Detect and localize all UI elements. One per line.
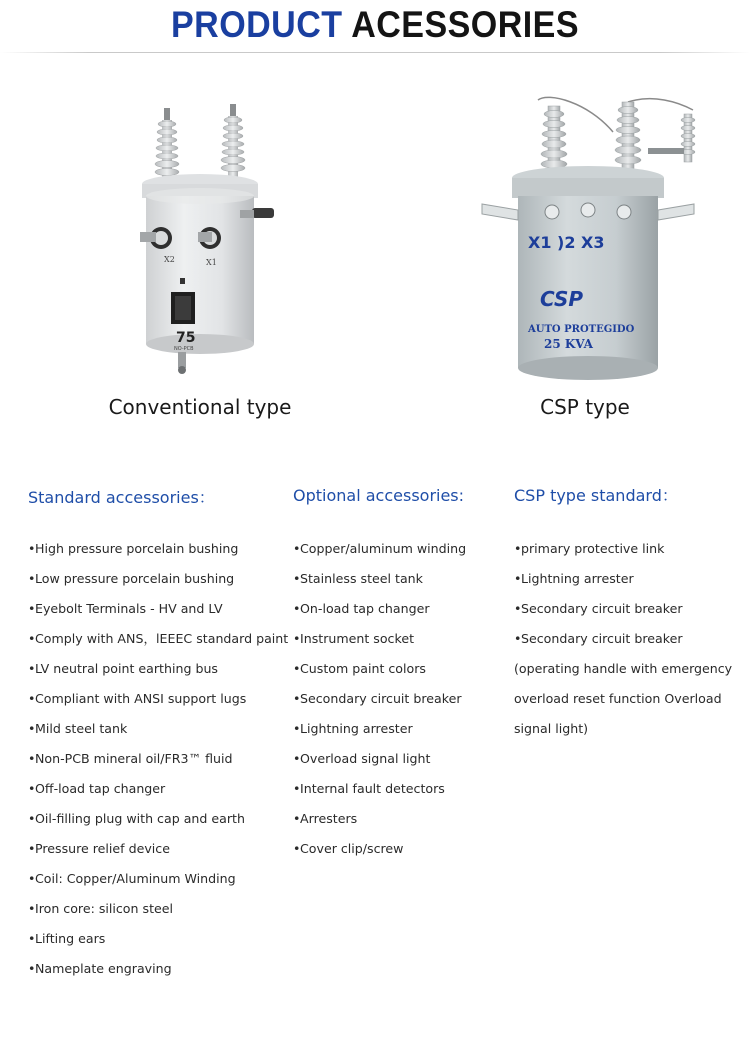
- svg-text:NO-PCB: NO-PCB: [174, 346, 194, 352]
- csp-bushing-left: [541, 106, 567, 176]
- hv-bushing-right: [221, 104, 245, 182]
- svg-text:AUTO PROTEGIDO: AUTO PROTEGIDO: [528, 324, 635, 335]
- list-item: •Secondary circuit breaker: [514, 601, 683, 616]
- csp-arrester: [681, 114, 695, 162]
- list-item: •Nameplate engraving: [28, 961, 172, 976]
- csp-bushing-right: [615, 102, 641, 176]
- list-item: •Stainless steel tank: [293, 571, 423, 586]
- list-item: •Internal fault detectors: [293, 781, 445, 796]
- optional-accessories-heading: Optional accessories:: [293, 486, 465, 505]
- hv-bushing-left: [155, 108, 179, 182]
- list-item: •Eyebolt Terminals - HV and LV: [28, 601, 223, 616]
- list-item: •Instrument socket: [293, 631, 415, 646]
- standard-accessories-list: [28, 534, 288, 984]
- note-line: overload reset function Overload: [514, 691, 722, 706]
- csp-type-standard-column: [514, 486, 732, 744]
- list-item: •Oil-filling plug with cap and earth: [28, 811, 245, 826]
- title-word-accessories: ACESSORIES: [351, 4, 580, 45]
- svg-text:X1: X1: [206, 258, 217, 267]
- list-item: •Coil: Copper/Aluminum Winding: [28, 871, 236, 886]
- list-item: •Lightning arrester: [293, 721, 413, 736]
- svg-text:25 KVA: 25 KVA: [544, 337, 593, 351]
- conventional-transformer-image: [128, 100, 288, 385]
- title-word-product: PRODUCT: [170, 4, 343, 45]
- list-item: •Arresters: [293, 811, 358, 826]
- list-item: •Lifting ears: [28, 931, 106, 946]
- list-item: •Lightning arrester: [514, 571, 634, 586]
- list-item: •Iron core: silicon steel: [28, 901, 173, 916]
- list-item: •Custom paint colors: [293, 661, 426, 676]
- list-item: •On-load tap changer: [293, 601, 430, 616]
- svg-text:CSP: CSP: [540, 287, 584, 311]
- page-header: [0, 0, 750, 55]
- svg-text:X1 )2 X3: X1 )2 X3: [528, 233, 605, 252]
- list-item: •Mild steel tank: [28, 721, 128, 736]
- list-item: •Compliant with ANSI support lugs: [28, 691, 247, 706]
- svg-text:X2: X2: [164, 255, 175, 264]
- page-title: [30, 2, 720, 48]
- list-item: •Cover clip/screw: [293, 841, 404, 856]
- note-line: (operating handle with emergency: [514, 661, 733, 676]
- svg-text:75: 75: [176, 330, 196, 346]
- csp-transformer-image: [478, 92, 708, 384]
- list-item: •primary protective link: [514, 541, 665, 556]
- standard-accessories-heading: Standard accessories：: [28, 488, 215, 507]
- list-item: •Comply with ANS，lEEEC standard paint: [28, 631, 289, 646]
- conventional-type-caption: Conventional type: [108, 395, 292, 419]
- list-item: •Low pressure porcelain bushing: [28, 571, 235, 586]
- list-item: •LV neutral point earthing bus: [28, 661, 218, 676]
- list-item: •Copper/aluminum winding: [293, 541, 467, 556]
- header-divider: [0, 52, 750, 53]
- optional-accessories-column: [293, 486, 466, 864]
- list-item: •Secondary circuit breaker: [514, 631, 683, 646]
- list-item: •Pressure relief device: [28, 841, 170, 856]
- list-item: •High pressure porcelain bushing: [28, 541, 239, 556]
- list-item: •Non-PCB mineral oil/FR3™ fluid: [28, 751, 233, 766]
- csp-type-standard-heading: CSP type standard：: [514, 486, 678, 505]
- list-item: •Off-load tap changer: [28, 781, 166, 796]
- note-line: signal light): [514, 721, 589, 736]
- optional-accessories-list: [293, 534, 466, 864]
- list-item: •Overload signal light: [293, 751, 431, 766]
- csp-type-standard-list: [514, 534, 732, 744]
- standard-accessories-column: [28, 488, 288, 984]
- list-item: •Secondary circuit breaker: [293, 691, 462, 706]
- csp-type-caption: CSP type: [540, 395, 630, 419]
